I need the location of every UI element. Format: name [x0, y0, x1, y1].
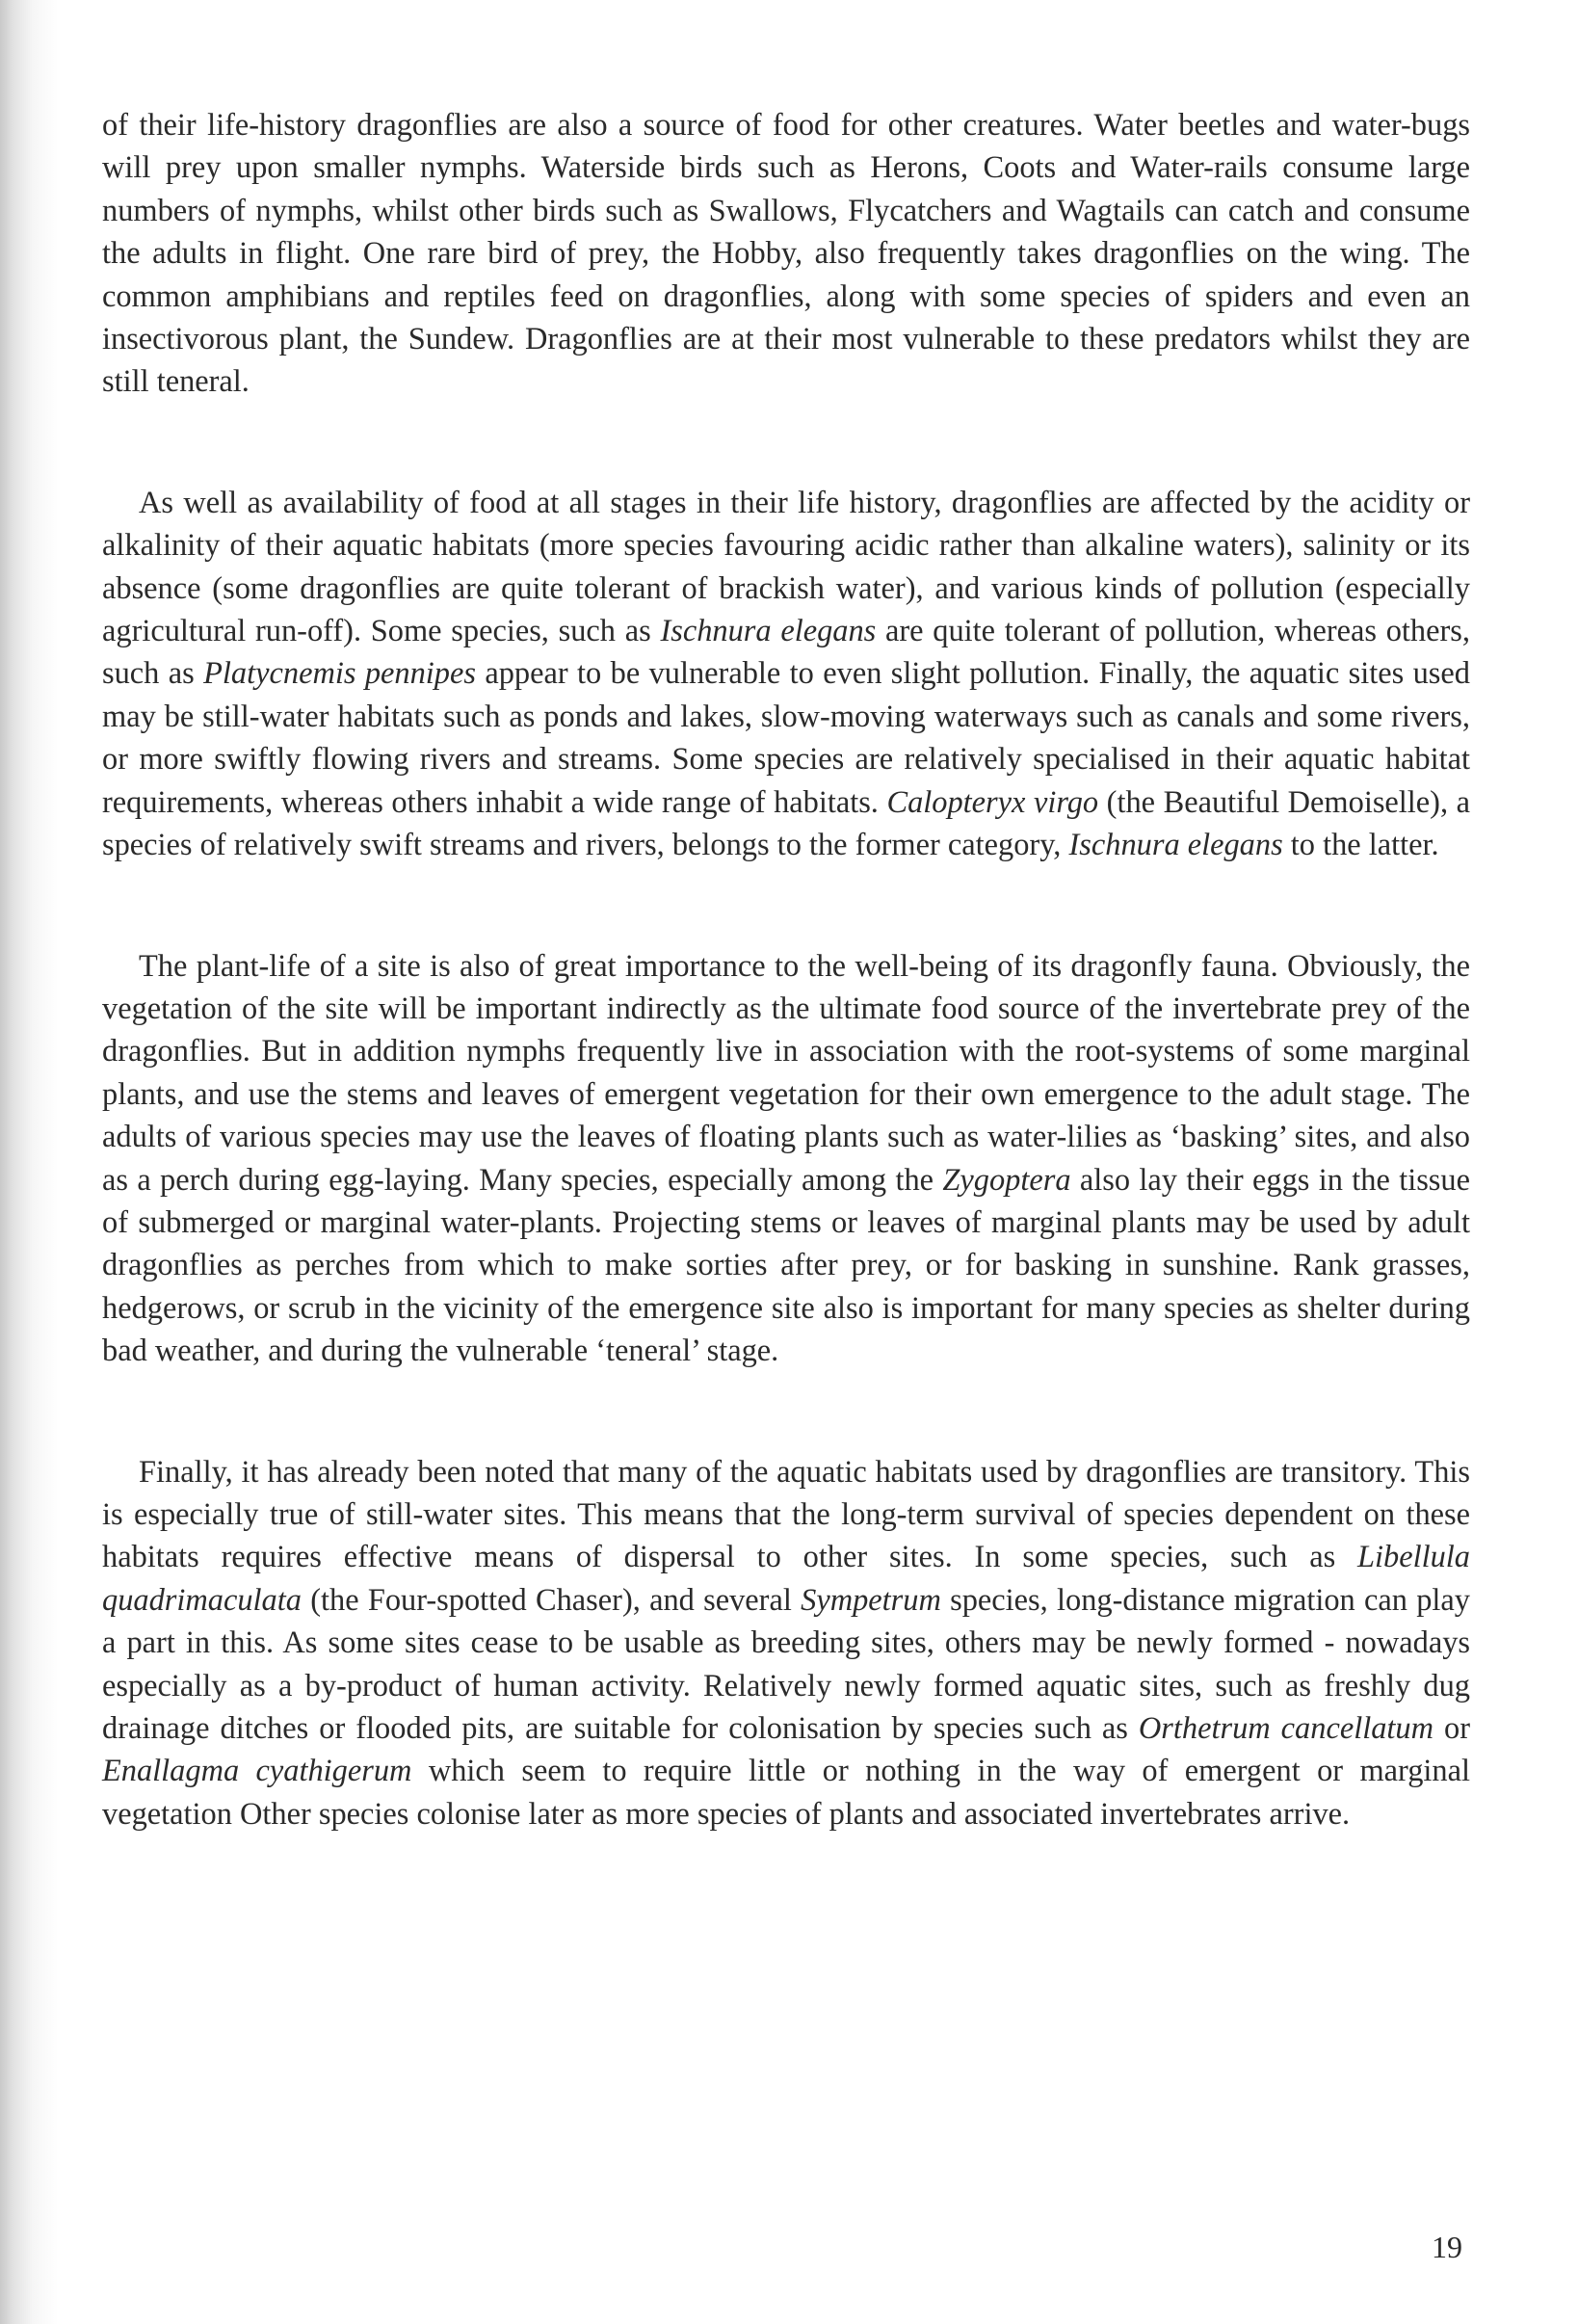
species-name: Calopteryx virgo	[886, 784, 1099, 820]
species-name: Zygoptera	[942, 1162, 1071, 1198]
paragraph-text: or	[1433, 1711, 1470, 1746]
species-name: Platycnemis pennipes	[203, 656, 476, 692]
paragraph-text: (the Four-spotted Chaser), and several	[301, 1582, 802, 1618]
species-name: Ischnura elegans	[1068, 828, 1283, 863]
paragraph-text: of their life-history dragonflies are also a source of food for other creatures. Water beetles and water-bugs will prey upon smaller nymphs. Waterside birds such as Herons, Coots and Water-rails consume large numbers of nymphs, whilst other birds such as Swallows, Flycatchers and Wagtails can catch and consume the adults in flight. One rare bird of prey, the Hobby, also frequently takes dragonflies on the wing. The common amphibians and reptiles feed on dragonflies, along with some species of spiders and even an insectivorous plant, the Sundew. Dragonflies are at their most vulnerable to these predators whilst they are still teneral.	[102, 108, 1470, 400]
paragraph-dispersal	[102, 1451, 1470, 1836]
paragraph-habitat-conditions	[102, 482, 1470, 867]
paragraph-text: Finally, it has already been noted that many of the aquatic habitats used by dragonflies are transitory. This is especially true of still-water sites. This means that the long-term survival of species dependent on these habitats requires effective means of dispersal to other sites. In some species, such as	[102, 1454, 1470, 1575]
page-number: 19	[1432, 2230, 1462, 2264]
paragraph-plant-life	[102, 945, 1470, 1373]
species-name: Sympetrum	[801, 1582, 941, 1618]
paragraph-text: The plant-life of a site is also of great importance to the well-being of its dragonfly fauna. Obviously, the vegetation of the site will be important indirectly as the ultimate food source of the invertebrate prey of the dragonflies. But in addition nymphs frequently live in association with the root-systems of some marginal plants, and use the stems and leaves of emergent vegetation for their own emergence to the adult stage. The adults of various species may use the leaves of floating plants such as water-lilies as ‘basking’ sites, and also as a perch during egg-laying. Many species, especially among the	[102, 948, 1470, 1198]
paragraph-text: appear to be vulnerable to even slight pollution. Finally, the aquatic sites used may be still-water habitats such as ponds and lakes, slow-moving waterways such as canals and some rivers, or more swiftly flowing rivers and streams. Some species are relatively specialised in their aquatic habitat requirements, whereas others inhabit a wide range of habitats.	[102, 656, 1470, 820]
paragraph-predators	[102, 104, 1470, 404]
body-text	[102, 104, 1470, 1835]
species-name: Enallagma cyathigerum	[102, 1754, 412, 1789]
paragraph-text: to the latter.	[1282, 828, 1439, 863]
paragraph-text: As well as availability of food at all stages in their life history, dragonflies are affected by the acidity or alkalinity of their aquatic habitats (more species favouring acidic rather than alkaline waters), salinity or its absence (some dragonflies are quite tolerant of brackish water), and various kinds of pollution (especially agricultural run-off). Some species, such as	[102, 485, 1470, 649]
species-name: Ischnura elegans	[660, 614, 877, 649]
species-name: Libellula quadrimaculata	[102, 1540, 1470, 1618]
paragraph-text: also lay their eggs in the tissue of submerged or marginal water-plants. Projecting stems or leaves of marginal plants may be used by adult dragonflies as perches from which to make sorties after prey, or for basking in sunshine. Rank grasses, hedgerows, or scrub in the vicinity of the emergence site also is important for many species as shelter during bad weather, and during the vulnerable ‘teneral’ stage.	[102, 1162, 1470, 1369]
species-name: Orthetrum cancellatum	[1138, 1711, 1433, 1746]
paragraph-text: species, long-distance migration can play a part in this. As some sites cease to be usable as breeding sites, others may be newly formed - nowadays especially as a by-product of human activity. Relatively newly formed aquatic sites, such as freshly dug drainage ditches or flooded pits, are suitable for colonisation by species such as	[102, 1582, 1470, 1746]
paragraph-text: (the Beautiful Demoiselle), a species of relatively swift streams and rivers, belongs to the former category,	[102, 784, 1470, 863]
paragraph-text: are quite tolerant of pollution, whereas others, such as	[102, 614, 1470, 692]
paragraph-text: which seem to require little or nothing in the way of emergent or marginal vegetation Other species colonise later as more species of plants and associated invertebrates arrive.	[102, 1754, 1470, 1832]
